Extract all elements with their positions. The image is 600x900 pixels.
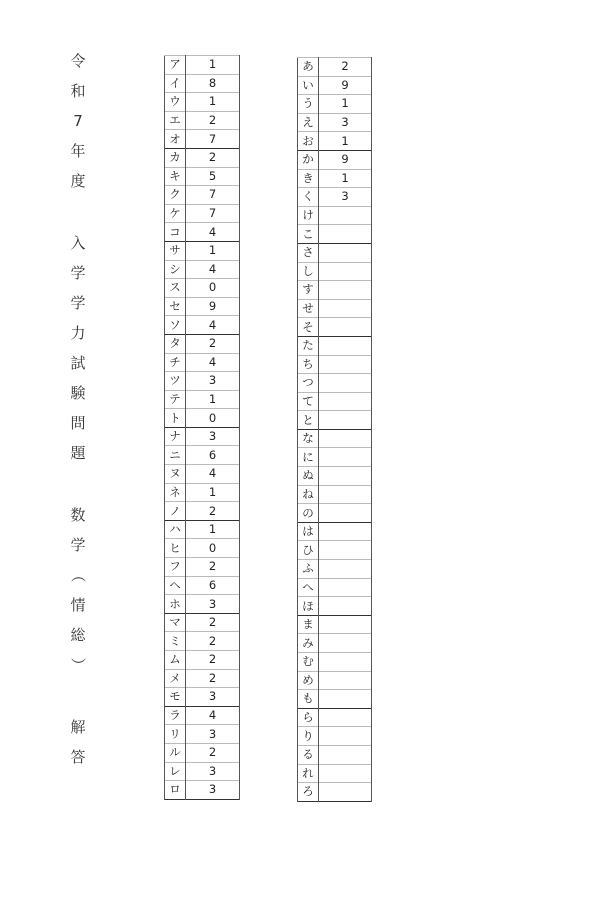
answer-value: 9 xyxy=(186,297,240,316)
answer-value: 2 xyxy=(186,669,240,688)
title-char: 学 xyxy=(70,536,86,554)
katakana-row xyxy=(165,688,240,707)
answer-label: く xyxy=(298,188,319,207)
answer-label: て xyxy=(298,392,319,411)
hiragana-row xyxy=(298,243,372,262)
answer-value: 4 xyxy=(186,260,240,279)
title-char: 問 xyxy=(70,414,86,432)
katakana-row xyxy=(165,576,240,595)
answer-value: 1 xyxy=(186,56,240,75)
title-char: 年 xyxy=(70,142,86,160)
answer-label: ら xyxy=(298,708,319,727)
answer-label: ア xyxy=(165,56,186,75)
answer-label: タ xyxy=(165,334,186,353)
title-char: 7 xyxy=(73,112,83,130)
title-char: 情 xyxy=(70,596,86,614)
katakana-row xyxy=(165,409,240,428)
hiragana-row xyxy=(298,634,372,653)
answer-label: コ xyxy=(165,223,186,242)
answer-label: あ xyxy=(298,58,319,77)
title-char: 度 xyxy=(70,172,86,190)
hiragana-row xyxy=(298,764,372,783)
katakana-row xyxy=(165,762,240,781)
hiragana-row xyxy=(298,578,372,597)
katakana-row xyxy=(165,297,240,316)
answer-label: キ xyxy=(165,167,186,186)
katakana-row xyxy=(165,204,240,223)
answer-value: 4 xyxy=(186,706,240,725)
hiragana-row xyxy=(298,206,372,225)
katakana-row xyxy=(165,446,240,465)
answer-label: む xyxy=(298,653,319,672)
answer-value: 6 xyxy=(186,576,240,595)
answer-value xyxy=(319,225,372,244)
answer-value: 3 xyxy=(186,688,240,707)
answer-value: 1 xyxy=(319,95,372,114)
answer-value: 0 xyxy=(186,539,240,558)
answer-value: 2 xyxy=(186,632,240,651)
answer-label: モ xyxy=(165,688,186,707)
answer-value xyxy=(319,504,372,523)
katakana-row xyxy=(165,56,240,75)
hiragana-row xyxy=(298,448,372,467)
answer-label: ま xyxy=(298,615,319,634)
answer-value xyxy=(319,578,372,597)
hiragana-row xyxy=(298,58,372,77)
hiragana-row xyxy=(298,76,372,95)
answer-label: た xyxy=(298,336,319,355)
answer-label: ニ xyxy=(165,446,186,465)
answer-label: る xyxy=(298,745,319,764)
answer-value xyxy=(319,653,372,672)
katakana-row xyxy=(165,632,240,651)
answer-label: ソ xyxy=(165,316,186,335)
katakana-row xyxy=(165,130,240,149)
hiragana-row xyxy=(298,615,372,634)
answer-label: こ xyxy=(298,225,319,244)
answer-label: ハ xyxy=(165,520,186,539)
katakana-row xyxy=(165,539,240,558)
hiragana-row xyxy=(298,281,372,300)
katakana-row xyxy=(165,279,240,298)
answer-value: 4 xyxy=(186,223,240,242)
answer-value xyxy=(319,336,372,355)
answer-label: ル xyxy=(165,743,186,762)
answer-label: カ xyxy=(165,148,186,167)
answer-label: ス xyxy=(165,279,186,298)
hiragana-row xyxy=(298,541,372,560)
title-char: 総 xyxy=(70,626,86,644)
answer-label: イ xyxy=(165,74,186,93)
hiragana-row xyxy=(298,653,372,672)
answer-label: は xyxy=(298,522,319,541)
answer-value: 2 xyxy=(186,613,240,632)
answer-value: 3 xyxy=(319,113,372,132)
answer-value: 1 xyxy=(186,390,240,409)
answer-value: 2 xyxy=(186,558,240,577)
answer-value: 3 xyxy=(186,781,240,800)
answer-value: 6 xyxy=(186,446,240,465)
hiragana-row xyxy=(298,690,372,709)
answer-value: 8 xyxy=(186,74,240,93)
answer-value xyxy=(319,429,372,448)
hiragana-row xyxy=(298,225,372,244)
answer-label: れ xyxy=(298,764,319,783)
answer-value xyxy=(319,262,372,281)
answer-value xyxy=(319,690,372,709)
hiragana-row xyxy=(298,95,372,114)
katakana-row xyxy=(165,725,240,744)
answer-value xyxy=(319,392,372,411)
answer-label: し xyxy=(298,262,319,281)
answer-value xyxy=(319,560,372,579)
answer-label: オ xyxy=(165,130,186,149)
hiragana-row xyxy=(298,708,372,727)
katakana-row xyxy=(165,260,240,279)
hiragana-row xyxy=(298,355,372,374)
answer-value: 4 xyxy=(186,353,240,372)
answer-value xyxy=(319,783,372,802)
answer-value xyxy=(319,299,372,318)
answer-value: 0 xyxy=(186,409,240,428)
answer-value: 7 xyxy=(186,186,240,205)
hiragana-row xyxy=(298,745,372,764)
answer-label: ぬ xyxy=(298,467,319,486)
answer-value: 3 xyxy=(319,188,372,207)
answer-value xyxy=(319,541,372,560)
katakana-row xyxy=(165,669,240,688)
answer-label: す xyxy=(298,281,319,300)
katakana-row xyxy=(165,372,240,391)
answer-label: ク xyxy=(165,186,186,205)
katakana-row xyxy=(165,427,240,446)
katakana-row xyxy=(165,651,240,670)
answer-label: ホ xyxy=(165,595,186,614)
answer-value: 1 xyxy=(186,483,240,502)
hiragana-row xyxy=(298,132,372,151)
answer-label: ウ xyxy=(165,93,186,112)
answer-label: な xyxy=(298,429,319,448)
answer-label: か xyxy=(298,150,319,169)
answer-value: 1 xyxy=(186,93,240,112)
answer-value xyxy=(319,634,372,653)
katakana-row xyxy=(165,558,240,577)
answer-label: み xyxy=(298,634,319,653)
answer-value xyxy=(319,243,372,262)
hiragana-row xyxy=(298,262,372,281)
title-char: 学 xyxy=(70,294,86,312)
answer-value xyxy=(319,467,372,486)
answer-value: 2 xyxy=(186,651,240,670)
katakana-row xyxy=(165,167,240,186)
hiragana-row xyxy=(298,113,372,132)
answer-value: 4 xyxy=(186,316,240,335)
katakana-row xyxy=(165,111,240,130)
answer-label: い xyxy=(298,76,319,95)
hiragana-row xyxy=(298,671,372,690)
katakana-row xyxy=(165,241,240,260)
answer-value xyxy=(319,708,372,727)
answer-value xyxy=(319,485,372,504)
hiragana-row xyxy=(298,429,372,448)
answer-value: 3 xyxy=(186,762,240,781)
answer-value: 2 xyxy=(186,502,240,521)
hiragana-row xyxy=(298,522,372,541)
hiragana-row xyxy=(298,169,372,188)
answer-label: リ xyxy=(165,725,186,744)
answer-label: ろ xyxy=(298,783,319,802)
answer-label: め xyxy=(298,671,319,690)
answer-label: に xyxy=(298,448,319,467)
hiragana-row xyxy=(298,392,372,411)
answer-label: ノ xyxy=(165,502,186,521)
answer-label: メ xyxy=(165,669,186,688)
answer-label: ヘ xyxy=(165,576,186,595)
vertical-title xyxy=(58,52,98,778)
answer-value xyxy=(319,206,372,225)
hiragana-row xyxy=(298,150,372,169)
answer-value: 4 xyxy=(186,465,240,484)
answer-label: う xyxy=(298,95,319,114)
answer-value: 1 xyxy=(186,520,240,539)
hiragana-row xyxy=(298,727,372,746)
title-char: （ xyxy=(69,567,87,583)
katakana-row xyxy=(165,743,240,762)
answer-label: テ xyxy=(165,390,186,409)
answer-value: 3 xyxy=(186,595,240,614)
katakana-row xyxy=(165,74,240,93)
answer-value xyxy=(319,281,372,300)
katakana-row xyxy=(165,186,240,205)
answer-value: 0 xyxy=(186,279,240,298)
hiragana-row xyxy=(298,560,372,579)
answer-label: え xyxy=(298,113,319,132)
hiragana-row xyxy=(298,783,372,802)
answer-value xyxy=(319,318,372,337)
hiragana-row xyxy=(298,504,372,523)
answer-table-hiragana xyxy=(297,57,372,802)
answer-label: と xyxy=(298,411,319,430)
answer-label: ミ xyxy=(165,632,186,651)
title-char: 和 xyxy=(70,82,86,100)
answer-label: も xyxy=(298,690,319,709)
answer-value xyxy=(319,374,372,393)
answer-value: 2 xyxy=(186,111,240,130)
answer-value: 1 xyxy=(186,241,240,260)
answer-value xyxy=(319,597,372,616)
answer-label: つ xyxy=(298,374,319,393)
hiragana-row xyxy=(298,188,372,207)
answer-label: ナ xyxy=(165,427,186,446)
answer-value xyxy=(319,448,372,467)
answer-value xyxy=(319,745,372,764)
answer-value xyxy=(319,764,372,783)
answer-value xyxy=(319,522,372,541)
katakana-row xyxy=(165,706,240,725)
answer-label: チ xyxy=(165,353,186,372)
answer-value: 3 xyxy=(186,725,240,744)
answer-label: マ xyxy=(165,613,186,632)
answer-label: シ xyxy=(165,260,186,279)
hiragana-row xyxy=(298,597,372,616)
title-char: 力 xyxy=(70,324,86,342)
hiragana-row xyxy=(298,374,372,393)
answer-label: ト xyxy=(165,409,186,428)
title-char: 入 xyxy=(70,234,86,252)
answer-label: へ xyxy=(298,578,319,597)
title-char: 学 xyxy=(70,264,86,282)
answer-label: ム xyxy=(165,651,186,670)
katakana-row xyxy=(165,223,240,242)
answer-value: 3 xyxy=(186,372,240,391)
answer-value: 5 xyxy=(186,167,240,186)
answer-value: 2 xyxy=(186,334,240,353)
katakana-row xyxy=(165,316,240,335)
katakana-row xyxy=(165,93,240,112)
title-char: 令 xyxy=(70,52,86,70)
title-char: 題 xyxy=(70,444,86,462)
katakana-row xyxy=(165,781,240,800)
answer-label: レ xyxy=(165,762,186,781)
answer-label: そ xyxy=(298,318,319,337)
answer-label: サ xyxy=(165,241,186,260)
answer-value xyxy=(319,615,372,634)
answer-label: き xyxy=(298,169,319,188)
hiragana-row xyxy=(298,411,372,430)
hiragana-row xyxy=(298,336,372,355)
answer-value xyxy=(319,671,372,690)
answer-value xyxy=(319,411,372,430)
katakana-row xyxy=(165,334,240,353)
answer-label: さ xyxy=(298,243,319,262)
answer-label: ヌ xyxy=(165,465,186,484)
answer-value: 9 xyxy=(319,76,372,95)
answer-label: ひ xyxy=(298,541,319,560)
title-char: 数 xyxy=(70,506,86,524)
answer-label: の xyxy=(298,504,319,523)
katakana-row xyxy=(165,483,240,502)
katakana-row xyxy=(165,465,240,484)
answer-table-katakana xyxy=(164,55,240,800)
katakana-row xyxy=(165,520,240,539)
answer-label: ケ xyxy=(165,204,186,223)
answer-value: 1 xyxy=(319,132,372,151)
answer-label: ロ xyxy=(165,781,186,800)
katakana-row xyxy=(165,148,240,167)
hiragana-row xyxy=(298,299,372,318)
title-char: 験 xyxy=(70,384,86,402)
answer-value: 7 xyxy=(186,130,240,149)
answer-label: ヒ xyxy=(165,539,186,558)
answer-label: ね xyxy=(298,485,319,504)
answer-value: 2 xyxy=(186,743,240,762)
answer-value: 3 xyxy=(186,427,240,446)
answer-label: ほ xyxy=(298,597,319,616)
title-char: ） xyxy=(69,657,87,673)
katakana-row xyxy=(165,502,240,521)
katakana-row xyxy=(165,613,240,632)
answer-value: 2 xyxy=(319,58,372,77)
answer-label: せ xyxy=(298,299,319,318)
answer-value: 9 xyxy=(319,150,372,169)
katakana-row xyxy=(165,390,240,409)
answer-value xyxy=(319,727,372,746)
katakana-row xyxy=(165,353,240,372)
title-char: 解 xyxy=(70,718,86,736)
hiragana-row xyxy=(298,318,372,337)
answer-label: り xyxy=(298,727,319,746)
answer-label: お xyxy=(298,132,319,151)
answer-value: 7 xyxy=(186,204,240,223)
answer-label: け xyxy=(298,206,319,225)
answer-label: ネ xyxy=(165,483,186,502)
hiragana-row xyxy=(298,485,372,504)
hiragana-row xyxy=(298,467,372,486)
title-char: 試 xyxy=(70,354,86,372)
answer-label: エ xyxy=(165,111,186,130)
answer-value: 2 xyxy=(186,148,240,167)
answer-value: 1 xyxy=(319,169,372,188)
katakana-row xyxy=(165,595,240,614)
answer-label: ラ xyxy=(165,706,186,725)
answer-label: ふ xyxy=(298,560,319,579)
answer-label: セ xyxy=(165,297,186,316)
answer-label: ち xyxy=(298,355,319,374)
answer-value xyxy=(319,355,372,374)
title-char: 答 xyxy=(70,748,86,766)
answer-label: フ xyxy=(165,558,186,577)
answer-label: ツ xyxy=(165,372,186,391)
